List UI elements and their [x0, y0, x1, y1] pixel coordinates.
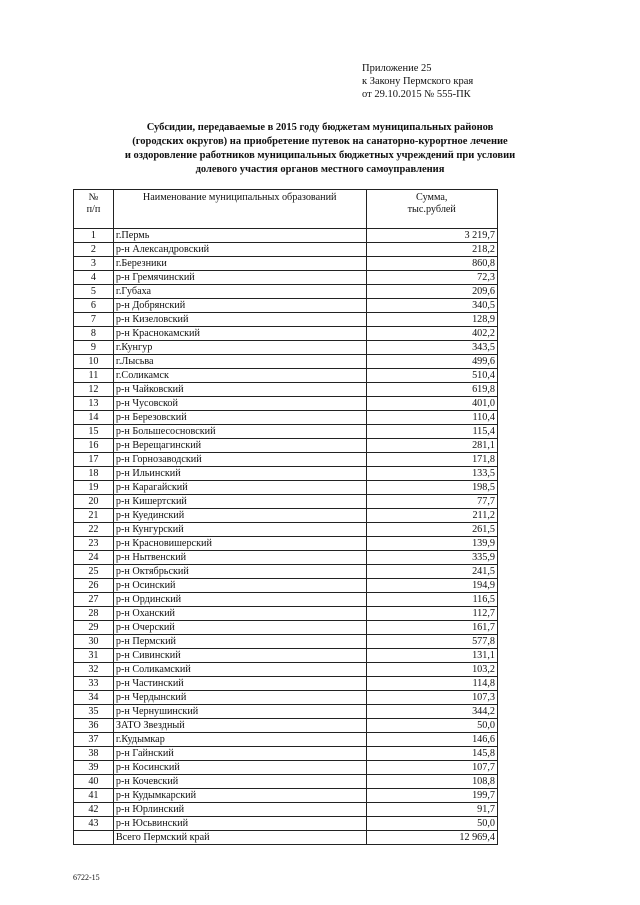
row-number: 19 [74, 481, 114, 495]
table-row [74, 411, 498, 425]
row-number: 13 [74, 397, 114, 411]
row-name: р-н Горнозаводский [113, 453, 366, 467]
row-number: 5 [74, 285, 114, 299]
header-name: Наименование муниципальных образований [113, 190, 366, 229]
row-number: 8 [74, 327, 114, 341]
row-number: 22 [74, 523, 114, 537]
table-body [74, 229, 498, 831]
total-label: Всего Пермский край [113, 831, 366, 845]
table-row [74, 257, 498, 271]
table-row [74, 621, 498, 635]
row-number: 12 [74, 383, 114, 397]
row-name: р-н Кунгурский [113, 523, 366, 537]
row-name: р-н Нытвенский [113, 551, 366, 565]
row-sum: 50,0 [366, 817, 498, 831]
row-name: р-н Оханский [113, 607, 366, 621]
row-sum: 145,8 [366, 747, 498, 761]
row-name: р-н Сивинский [113, 649, 366, 663]
row-sum: 133,5 [366, 467, 498, 481]
row-number: 31 [74, 649, 114, 663]
row-number: 43 [74, 817, 114, 831]
row-number: 35 [74, 705, 114, 719]
row-number: 9 [74, 341, 114, 355]
row-sum: 209,6 [366, 285, 498, 299]
row-number: 40 [74, 775, 114, 789]
table-row [74, 705, 498, 719]
row-name: р-н Куединский [113, 509, 366, 523]
row-sum: 3 219,7 [366, 229, 498, 243]
appendix-note [362, 62, 473, 101]
row-number: 11 [74, 369, 114, 383]
table-row [74, 355, 498, 369]
row-number: 36 [74, 719, 114, 733]
table-row [74, 425, 498, 439]
row-sum: 103,2 [366, 663, 498, 677]
table-row [74, 453, 498, 467]
row-number: 18 [74, 467, 114, 481]
table-row [74, 467, 498, 481]
row-sum: 110,4 [366, 411, 498, 425]
row-number: 14 [74, 411, 114, 425]
table-row [74, 369, 498, 383]
row-sum: 510,4 [366, 369, 498, 383]
row-name: г.Соликамск [113, 369, 366, 383]
table-row [74, 579, 498, 593]
row-sum: 108,8 [366, 775, 498, 789]
table-row [74, 747, 498, 761]
row-number: 38 [74, 747, 114, 761]
table-row [74, 509, 498, 523]
row-sum: 199,7 [366, 789, 498, 803]
table-row [74, 789, 498, 803]
row-number: 33 [74, 677, 114, 691]
row-name: р-н Чайковский [113, 383, 366, 397]
row-sum: 344,2 [366, 705, 498, 719]
row-number: 6 [74, 299, 114, 313]
row-sum: 340,5 [366, 299, 498, 313]
row-name: р-н Добрянский [113, 299, 366, 313]
row-sum: 335,9 [366, 551, 498, 565]
row-sum: 211,2 [366, 509, 498, 523]
row-number: 3 [74, 257, 114, 271]
row-sum: 146,6 [366, 733, 498, 747]
table-row [74, 663, 498, 677]
row-name: р-н Осинский [113, 579, 366, 593]
row-sum: 107,7 [366, 761, 498, 775]
row-number: 34 [74, 691, 114, 705]
row-sum: 401,0 [366, 397, 498, 411]
row-number: 23 [74, 537, 114, 551]
table-row [74, 383, 498, 397]
header-number [74, 190, 114, 229]
row-sum: 241,5 [366, 565, 498, 579]
document-code: 6722-15 [73, 873, 100, 882]
table-row [74, 537, 498, 551]
header-sum [366, 190, 498, 229]
row-name: р-н Березовский [113, 411, 366, 425]
table-row [74, 341, 498, 355]
title-line: (городских округов) на приобретение путевок на санаторно-курортное лечение [132, 136, 508, 147]
total-num-cell [74, 831, 114, 845]
row-sum: 281,1 [366, 439, 498, 453]
header-number-line1: № [88, 192, 99, 203]
row-number: 42 [74, 803, 114, 817]
row-name: р-н Пермский [113, 635, 366, 649]
table-row [74, 523, 498, 537]
table-row [74, 733, 498, 747]
row-sum: 139,9 [366, 537, 498, 551]
row-name: р-н Юсьвинский [113, 817, 366, 831]
row-number: 21 [74, 509, 114, 523]
row-name: ЗАТО Звездный [113, 719, 366, 733]
row-number: 7 [74, 313, 114, 327]
subsidy-table [73, 189, 498, 845]
row-name: г.Губаха [113, 285, 366, 299]
row-sum: 112,7 [366, 607, 498, 621]
row-number: 27 [74, 593, 114, 607]
table-row [74, 229, 498, 243]
row-number: 10 [74, 355, 114, 369]
row-sum: 171,8 [366, 453, 498, 467]
document-title [70, 121, 570, 177]
title-line: Субсидии, передаваемые в 2015 году бюджетам муниципальных районов [146, 122, 494, 133]
row-name: р-н Чусовской [113, 397, 366, 411]
header-number-line2: п/п [86, 204, 101, 215]
table-row [74, 439, 498, 453]
appendix-line: Приложение 25 [362, 63, 432, 74]
table-row [74, 397, 498, 411]
row-name: г.Кудымкар [113, 733, 366, 747]
row-sum: 161,7 [366, 621, 498, 635]
row-sum: 198,5 [366, 481, 498, 495]
table-row [74, 551, 498, 565]
row-name: р-н Кишертский [113, 495, 366, 509]
row-name: р-н Карагайский [113, 481, 366, 495]
row-name: р-н Кизеловский [113, 313, 366, 327]
row-sum: 116,5 [366, 593, 498, 607]
row-sum: 860,8 [366, 257, 498, 271]
row-name: г.Кунгур [113, 341, 366, 355]
row-name: г.Лысьва [113, 355, 366, 369]
row-name: р-н Гайнский [113, 747, 366, 761]
header-sum-line1: Сумма, [416, 192, 448, 203]
row-number: 28 [74, 607, 114, 621]
row-name: г.Березники [113, 257, 366, 271]
row-name: р-н Очерский [113, 621, 366, 635]
row-number: 32 [74, 663, 114, 677]
row-sum: 218,2 [366, 243, 498, 257]
table-row [74, 691, 498, 705]
total-sum: 12 969,4 [366, 831, 498, 845]
table-row [74, 761, 498, 775]
row-sum: 115,4 [366, 425, 498, 439]
table-header-row [74, 190, 498, 229]
row-name: р-н Частинский [113, 677, 366, 691]
appendix-line: к Закону Пермского края [362, 76, 474, 87]
row-sum: 619,8 [366, 383, 498, 397]
row-name: р-н Кочевский [113, 775, 366, 789]
header-sum-line2: тыс.рублей [407, 204, 456, 215]
row-number: 17 [74, 453, 114, 467]
row-sum: 128,9 [366, 313, 498, 327]
row-name: р-н Октябрьский [113, 565, 366, 579]
table-row [74, 775, 498, 789]
row-name: р-н Чердынский [113, 691, 366, 705]
total-row [74, 831, 498, 845]
row-number: 39 [74, 761, 114, 775]
table-row [74, 243, 498, 257]
row-name: р-н Кудымкарский [113, 789, 366, 803]
row-name: р-н Соликамский [113, 663, 366, 677]
row-number: 16 [74, 439, 114, 453]
table-row [74, 313, 498, 327]
row-name: р-н Ординский [113, 593, 366, 607]
row-sum: 261,5 [366, 523, 498, 537]
table-row [74, 803, 498, 817]
row-name: г.Пермь [113, 229, 366, 243]
table-row [74, 593, 498, 607]
row-sum: 131,1 [366, 649, 498, 663]
table-row [74, 481, 498, 495]
row-name: р-н Чернушинский [113, 705, 366, 719]
row-number: 37 [74, 733, 114, 747]
row-sum: 50,0 [366, 719, 498, 733]
row-number: 2 [74, 243, 114, 257]
table-row [74, 607, 498, 621]
row-number: 30 [74, 635, 114, 649]
row-number: 4 [74, 271, 114, 285]
row-name: р-н Краснокамский [113, 327, 366, 341]
table-row [74, 817, 498, 831]
row-name: р-н Большесосновский [113, 425, 366, 439]
row-name: р-н Красновишерский [113, 537, 366, 551]
table-row [74, 649, 498, 663]
row-sum: 72,3 [366, 271, 498, 285]
row-name: р-н Юрлинский [113, 803, 366, 817]
row-number: 25 [74, 565, 114, 579]
table-row [74, 719, 498, 733]
table-row [74, 635, 498, 649]
row-sum: 107,3 [366, 691, 498, 705]
row-sum: 77,7 [366, 495, 498, 509]
table-row [74, 285, 498, 299]
appendix-line: от 29.10.2015 № 555-ПК [362, 89, 471, 100]
table-row [74, 327, 498, 341]
row-number: 20 [74, 495, 114, 509]
row-name: р-н Александровский [113, 243, 366, 257]
row-sum: 402,2 [366, 327, 498, 341]
row-name: р-н Косинский [113, 761, 366, 775]
title-line: и оздоровление работников муниципальных бюджетных учреждений при условии [124, 150, 516, 161]
row-sum: 499,6 [366, 355, 498, 369]
row-sum: 114,8 [366, 677, 498, 691]
row-number: 26 [74, 579, 114, 593]
table-row [74, 299, 498, 313]
row-sum: 577,8 [366, 635, 498, 649]
row-name: р-н Верещагинский [113, 439, 366, 453]
title-line: долевого участия органов местного самоуправления [195, 164, 445, 175]
row-number: 1 [74, 229, 114, 243]
row-name: р-н Гремячинский [113, 271, 366, 285]
table-row [74, 271, 498, 285]
row-number: 29 [74, 621, 114, 635]
row-number: 15 [74, 425, 114, 439]
table-row [74, 565, 498, 579]
row-sum: 194,9 [366, 579, 498, 593]
table-row [74, 495, 498, 509]
row-number: 41 [74, 789, 114, 803]
row-sum: 91,7 [366, 803, 498, 817]
row-sum: 343,5 [366, 341, 498, 355]
table-row [74, 677, 498, 691]
row-name: р-н Ильинский [113, 467, 366, 481]
row-number: 24 [74, 551, 114, 565]
